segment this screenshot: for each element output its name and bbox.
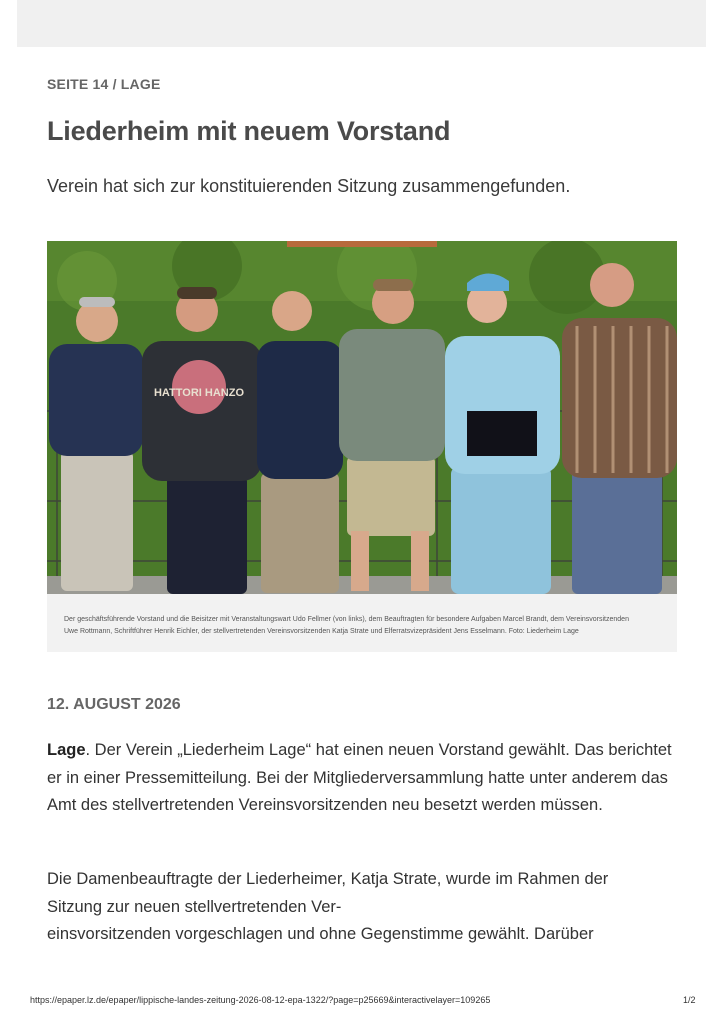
paragraph-1 [47,737,677,820]
footer-url: https://epaper.lz.de/epaper/lippische-landes-zeitung-2026-08-12-epa-1322/?page=p25669&interactivelayer=109265 [30,995,491,1005]
photo-caption [64,614,664,638]
paragraph-2-line-3: einsvorsitzenden vorgeschlagen und ohne Gegenstimme gewählt. Darüber [47,925,594,943]
browser-header-bar [17,0,706,47]
group-photo-illustration [47,241,677,594]
article-headline: Liederheim mit neuem Vorstand [47,116,451,146]
paragraph-2 [47,866,677,949]
article-photo [47,241,677,594]
article-subheadline: Verein hat sich zur konstituierenden Sitzung zusammengefunden. [47,176,571,196]
page-kicker: SEITE 14 / LAGE [47,76,161,92]
photo-caption-box [47,594,677,652]
article-date: 12. AUGUST 2026 [47,696,181,713]
caption-line-1: Der geschäftsführende Vorstand und die Beisitzer mit Veranstaltungswart Udo Fellmer (von links), dem Beauftragten für besondere Aufgaben Marcel Brandt, dem Vereinsvorsitzenden [64,616,629,623]
caption-line-2: Uwe Rottmann, Schriftführer Henrik Eichler, der stellvertretenden Vereinsvorsitzenden Katja Strate und Elferratsvizepräsident Jens Esselmann. Foto: Liederheim Lage [64,628,579,635]
shirt-logo-text: HATTORI HANZO [153,387,245,399]
footer-page-number: 1/2 [683,995,696,1005]
lead-place: Lage [47,741,86,759]
paragraph-1-text: . Der Verein „Liederheim Lage“ hat einen neuen Vorstand gewählt. Das berichtet er in einer Pressemitteilung. Bei der Mitgliederversammlung hatte unter anderem das Amt des stellvertretenden Vereinsvorsitzenden neu besetzt werden müssen. [47,741,672,814]
paragraph-2-line-1: Die Damenbeauftragte der Liederheimer, Katja Strate, wurde im Rahmen der [47,870,609,888]
paragraph-2-line-2: Sitzung zur neuen stellvertretenden Ver- [47,897,342,916]
